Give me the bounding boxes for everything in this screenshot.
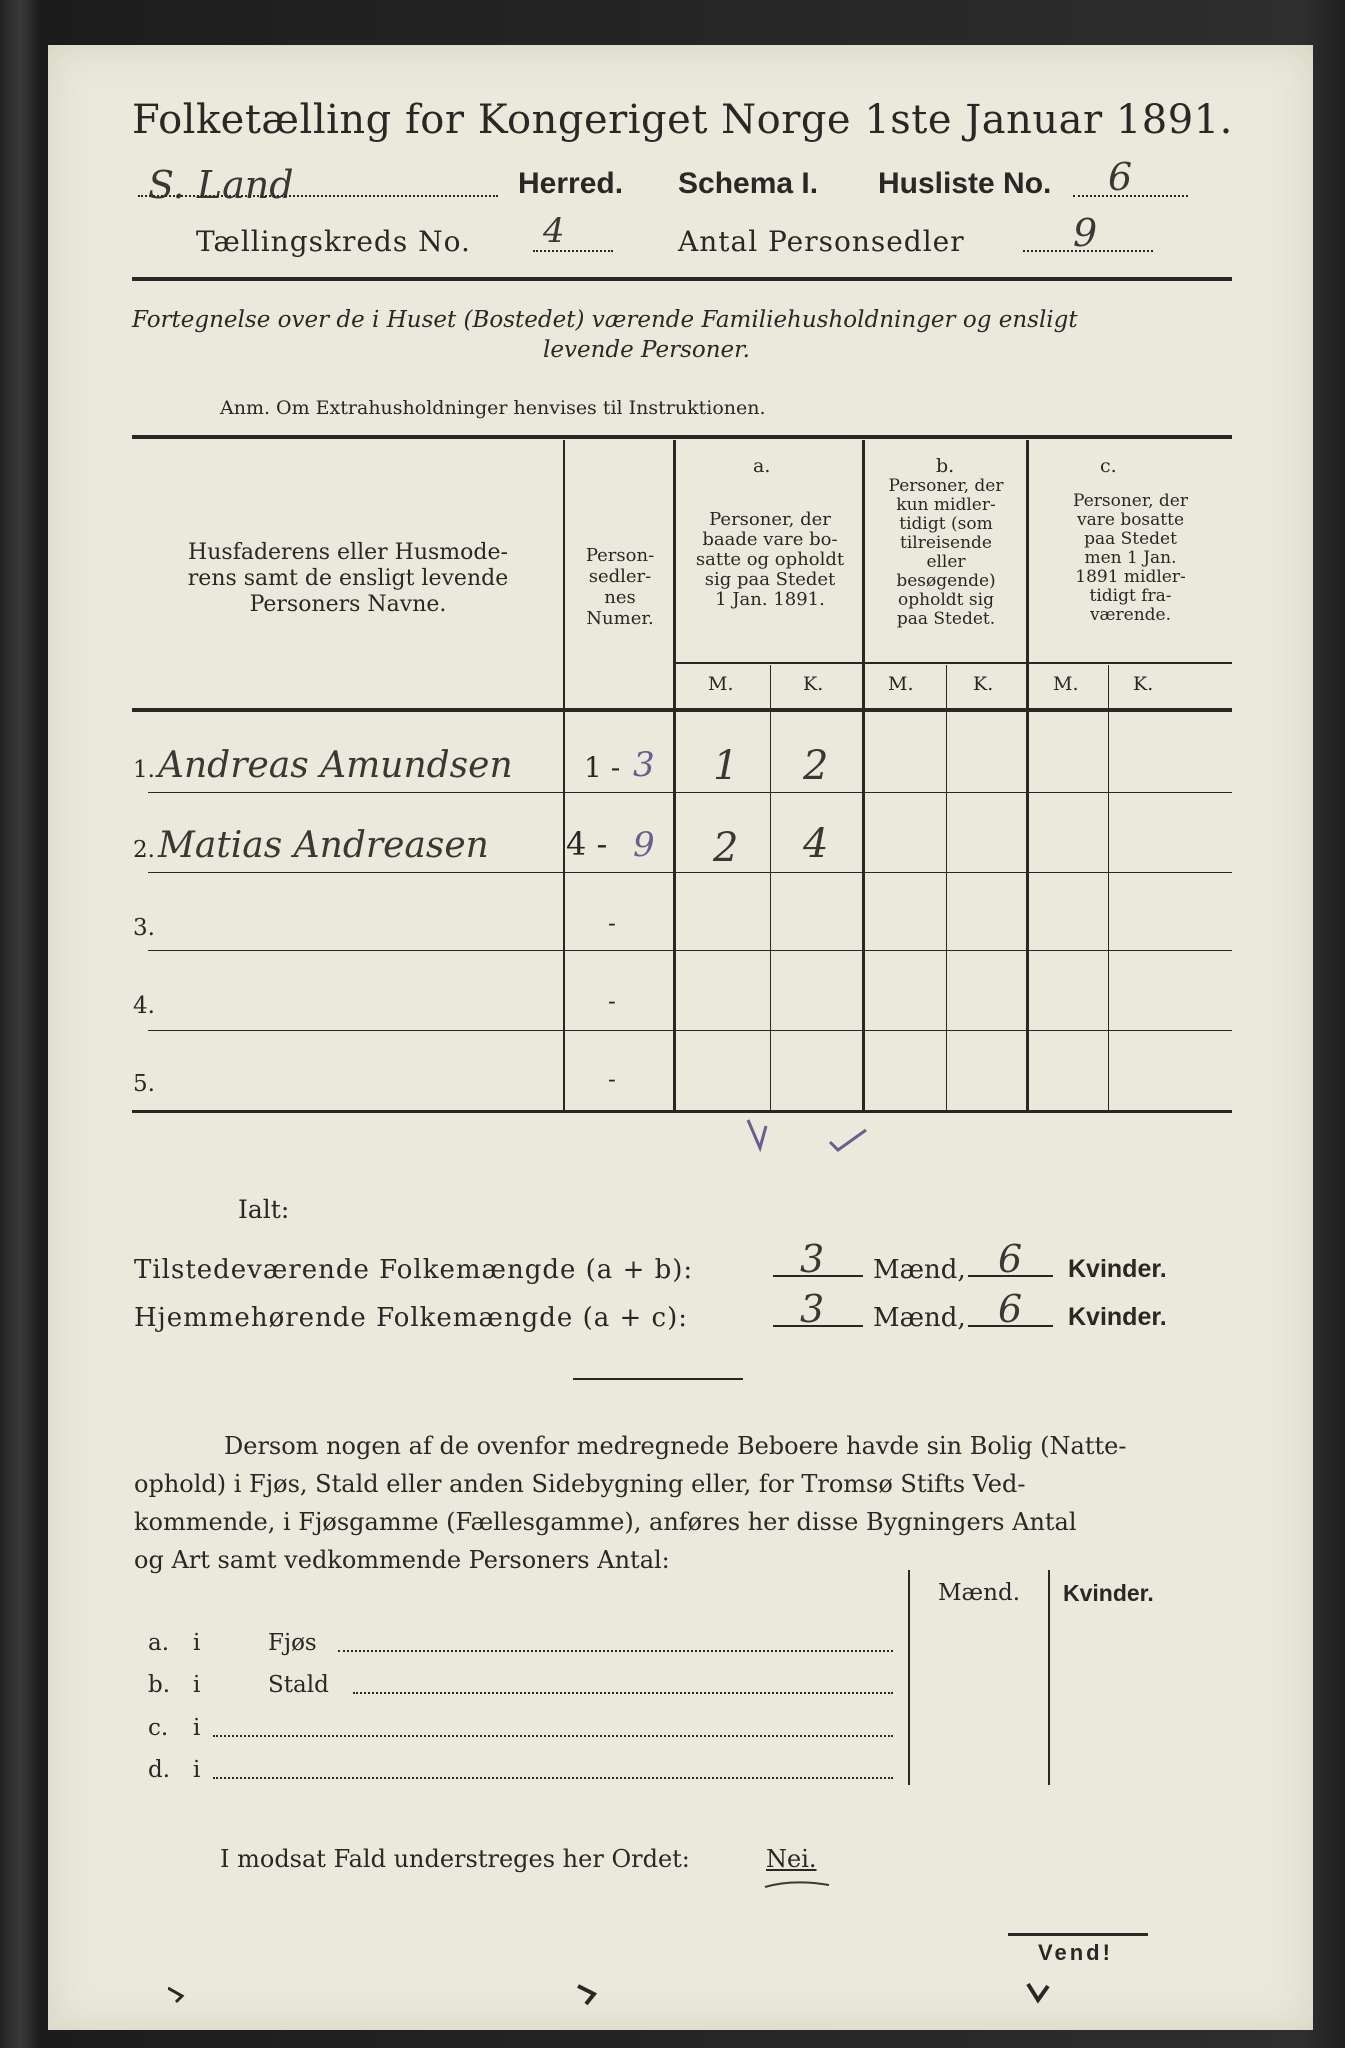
header-c-line: Personer, der [1073, 491, 1188, 511]
building-item-letter: b. [148, 1672, 171, 1698]
husliste-label: Husliste No. [878, 167, 1052, 200]
row-rule [148, 1030, 1232, 1031]
building-item-label: Stald [268, 1672, 329, 1698]
table-top-rule [132, 435, 1232, 439]
header-a-line: baade vare bo- [702, 529, 838, 550]
row-number: 2. [133, 837, 155, 863]
stray-marks [168, 1980, 1068, 2020]
building-item-letter: c. [148, 1715, 169, 1741]
husliste-value: 6 [1108, 155, 1133, 199]
c-k-label: K. [1133, 673, 1154, 695]
schema-label: Schema I. [678, 167, 819, 200]
row-name: Andreas Amundsen [158, 745, 513, 786]
header-c-line: paa Stedet [1084, 529, 1177, 549]
header-numer-line: Numer. [586, 608, 654, 629]
building-item-i: i [193, 1715, 201, 1741]
hjemme-maend: Mænd, [873, 1303, 966, 1333]
row-number: 4. [133, 993, 155, 1019]
hjemme-kvinder: Kvinder. [1068, 1303, 1167, 1331]
buildings-col-divider-2 [1048, 1570, 1050, 1785]
tilstede-label: Tilstedeværende Folkemængde (a + b): [134, 1255, 694, 1285]
header-b [865, 477, 1027, 629]
buildings-para-line: og Art samt vedkommende Personers Antal: [134, 1546, 670, 1574]
row-numer-dash: - [608, 1067, 616, 1093]
antal-label: Antal Personsedler [678, 225, 965, 258]
b-m-label: M. [888, 673, 914, 695]
col-c-mk-divider [1108, 665, 1109, 1110]
row-name: Matias Andreasen [158, 825, 489, 866]
husliste-dots [1073, 195, 1188, 197]
antal-value: 9 [1073, 211, 1098, 255]
kreds-label: Tællingskreds No. [196, 225, 471, 258]
mk-header-rule [676, 662, 1232, 664]
census-form-page [48, 45, 1313, 2030]
herred-dots [138, 195, 498, 197]
modsat-text: I modsat Fald understreges her Ordet: [220, 1845, 690, 1873]
header-c [1029, 492, 1232, 625]
nei-word: Nei. [766, 1845, 817, 1873]
header-a-letter: a. [753, 455, 771, 477]
buildings-maend-header: Mænd. [938, 1580, 1021, 1606]
row-number: 5. [133, 1071, 155, 1097]
building-item-label: Fjøs [268, 1630, 317, 1656]
header-b-line: Personer, der [888, 476, 1004, 496]
checkmark-ticks [708, 1108, 908, 1158]
buildings-para-line: Dersom nogen af de ovenfor medregnede Beboere havde sin Bolig (Natte- [224, 1432, 1127, 1460]
buildings-kvinder-header: Kvinder. [1063, 1580, 1154, 1606]
a-k-label: K. [803, 673, 824, 695]
row-numer-dash: - [608, 989, 616, 1015]
header-c-line: 1891 midler- [1075, 567, 1186, 587]
kreds-dots [533, 250, 613, 252]
header-numer-line: Person- [585, 545, 655, 566]
row-numer-to: 3 [633, 745, 655, 785]
kreds-value: 4 [543, 211, 565, 251]
row-numer-to: 9 [633, 825, 655, 865]
col-b-mk-divider [946, 665, 947, 1110]
header-b-line: kun midler- [896, 495, 996, 515]
header-numer-line: sedler- [588, 566, 652, 587]
hjemme-m-value: 3 [800, 1287, 825, 1331]
row-a-k: 2 [803, 743, 829, 789]
tilstede-m-value: 3 [800, 1237, 825, 1281]
row-numer-from: 4 - [566, 825, 608, 863]
nei-underline-stroke [763, 1875, 833, 1895]
row-number: 3. [133, 915, 155, 941]
row-rule [148, 872, 1232, 873]
building-item-letter: d. [148, 1757, 171, 1783]
row-rule [148, 950, 1232, 951]
header-b-letter: b. [936, 455, 955, 477]
header-a-line: satte og opholdt [695, 549, 845, 570]
header-names [158, 540, 538, 618]
header-numer [568, 545, 672, 629]
building-item-i: i [193, 1757, 201, 1783]
buildings-para-line: kommende, i Fjøsgamme (Fællesgamme), anføres her disse Bygningers Antal [134, 1508, 1077, 1536]
a-m-label: M. [708, 673, 734, 695]
header-names-line: rens samt de ensligt levende [187, 566, 509, 591]
row-a-m: 2 [713, 825, 739, 871]
header-b-line: tilreisende [899, 533, 992, 553]
header-numer-line: nes [604, 587, 636, 608]
antal-dots [1023, 250, 1153, 252]
header-a-line: Personer, der [709, 509, 831, 530]
anm-note: Anm. Om Extrahusholdninger henvises til Instruktionen. [220, 397, 766, 419]
table-bottom-rule [132, 1110, 1232, 1113]
col-divider-names [563, 440, 565, 1110]
c-m-label: M. [1053, 673, 1079, 695]
building-item-i: i [193, 1630, 201, 1656]
header-a-line: sig paa Stedet [704, 569, 836, 590]
row-numer-dash: - [608, 911, 616, 937]
row-a-k: 4 [803, 821, 829, 867]
tilstede-maend: Mænd, [873, 1255, 966, 1285]
buildings-para-line: ophold) i Fjøs, Stald eller anden Sidebygning eller, for Tromsø Stifts Ved- [134, 1470, 1026, 1498]
header-b-line: opholdt sig [898, 590, 994, 610]
header-c-line: men 1 Jan. [1084, 548, 1177, 568]
b-k-label: K. [973, 673, 994, 695]
row-rule [148, 792, 1232, 793]
header-b-line: besøgende) [896, 571, 996, 591]
row-numer-from: 1 - [584, 751, 621, 784]
row-a-m: 1 [713, 743, 739, 789]
tilstede-kvinder: Kvinder. [1068, 1255, 1167, 1283]
tilstede-k-value: 6 [998, 1237, 1023, 1281]
building-item-dots [338, 1650, 893, 1652]
hjemme-k-value: 6 [998, 1287, 1023, 1331]
building-item-dots [353, 1692, 893, 1694]
section-separator [573, 1378, 743, 1380]
buildings-col-divider-1 [908, 1570, 910, 1785]
col-a-mk-divider [770, 665, 771, 1110]
row-number: 1. [133, 757, 155, 783]
header-rule [132, 277, 1232, 281]
herred-value: S. Land [148, 163, 294, 207]
building-item-letter: a. [148, 1630, 170, 1656]
header-c-line: værende. [1089, 605, 1172, 625]
header-b-line: eller [926, 552, 966, 572]
table-header-rule [132, 708, 1232, 712]
header-names-line: Husfaderens eller Husmode- [188, 540, 508, 565]
ialt-label: Ialt: [238, 1195, 290, 1224]
header-c-line: tidigt fra- [1089, 586, 1172, 606]
vend-label: Vend! [1038, 1940, 1113, 1965]
building-item-dots [213, 1777, 893, 1779]
header-a [678, 510, 862, 610]
intro-line2: levende Personer. [543, 337, 750, 363]
header-c-letter: c. [1100, 455, 1117, 477]
form-title: Folketælling for Kongeriget Norge 1ste Januar 1891. [132, 97, 1233, 143]
building-item-dots [213, 1735, 893, 1737]
building-item-i: i [193, 1672, 201, 1698]
hjemme-label: Hjemmehørende Folkemængde (a + c): [134, 1303, 688, 1333]
header-c-line: vare bosatte [1076, 510, 1185, 530]
herred-label: Herred. [518, 167, 624, 200]
col-divider-numer [673, 440, 676, 1110]
intro-line1: Fortegnelse over de i Huset (Bostedet) værende Familiehusholdninger og ensligt [132, 307, 1078, 333]
vend-rule [1008, 1933, 1148, 1936]
header-a-line: 1 Jan. 1891. [715, 589, 825, 610]
header-b-line: tidigt (som [899, 514, 993, 534]
header-names-line: Personers Navne. [249, 592, 447, 617]
buildings-paragraph [134, 1427, 1234, 1579]
header-b-line: paa Stedet. [896, 609, 996, 629]
